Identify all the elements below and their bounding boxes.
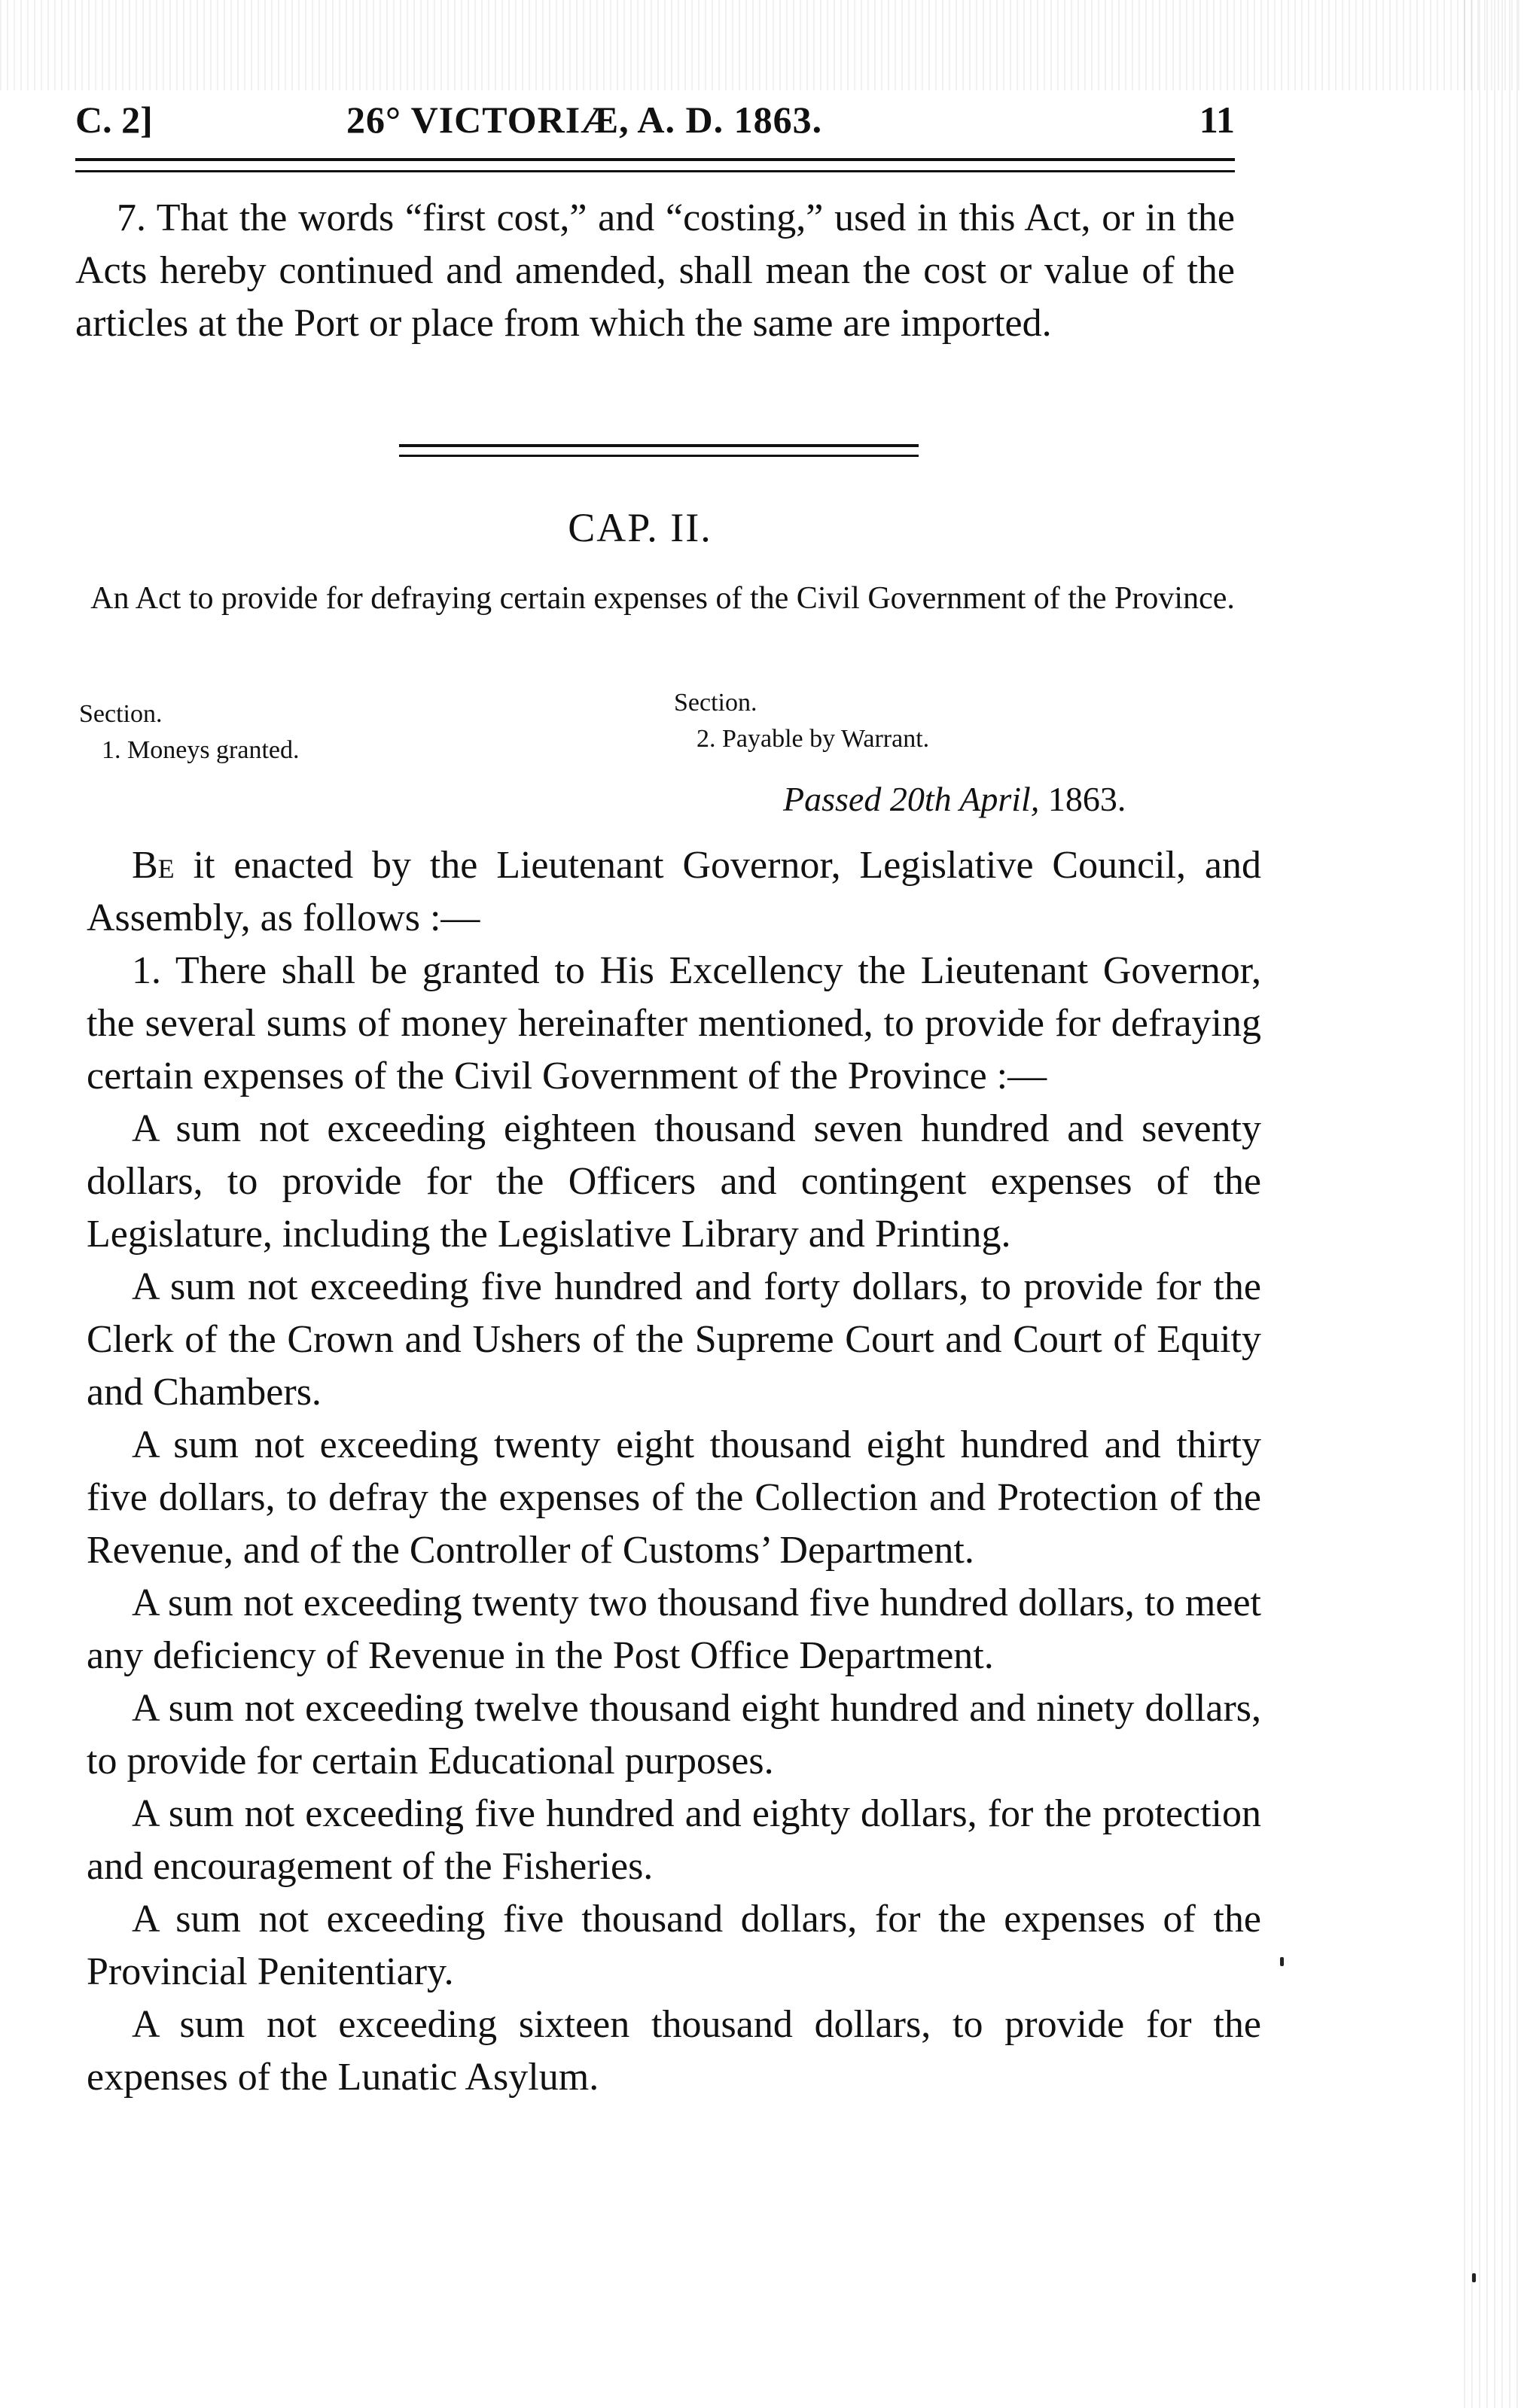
enacting-clause <box>87 839 1261 945</box>
section-heading: Section. <box>79 700 163 728</box>
cap-title: CAP. II. <box>568 505 712 550</box>
act-body <box>87 839 1261 2104</box>
section-item: 1. Moneys granted. <box>102 736 300 764</box>
sections-column-right <box>674 685 929 757</box>
section-7-paragraph: 7. That the words “first cost,” and “costing,” used in this Act, or in the Acts hereby continued and amended, shall mean the cost or value of the articles at the Port or place from which the same are imported. <box>75 196 1235 345</box>
grant-paragraph: A sum not exceeding twelve thousand eight hundred and ninety dollars, to provide for certain Educational purposes. <box>87 1687 1261 1782</box>
header-title: 26° VICTORIÆ, A. D. 1863. <box>346 99 823 141</box>
scan-noise-right <box>1464 0 1524 2408</box>
section-item: 2. Payable by Warrant. <box>696 725 930 753</box>
scan-noise-top <box>0 0 1524 90</box>
act-title: An Act to provide for defraying certain expenses of the Civil Government of the Province. <box>90 581 1235 616</box>
scan-speck <box>1280 1957 1284 1966</box>
passed-date <box>783 779 1126 819</box>
grant-paragraph: A sum not exceeding eighteen thousand seven hundred and seventy dollars, to provide for the Officers and contingent expenses of the Legislature, including the Legislative Library and Printing. <box>87 1107 1261 1256</box>
section-heading: Section. <box>674 689 757 717</box>
sections-column-left <box>79 696 300 769</box>
running-header <box>75 98 1235 151</box>
grant-paragraph: A sum not exceeding twenty two thousand five hundred dollars, to meet any deficiency of Revenue in the Post Office Department. <box>87 1581 1261 1677</box>
scan-speck <box>1472 2273 1476 2282</box>
chapter-marker: C. 2] <box>75 99 153 141</box>
header-rule <box>75 158 1235 172</box>
grant-paragraph: A sum not exceeding five hundred and forty dollars, to provide for the Clerk of the Crown and Ushers of the Supreme Court and Court of Equity and Chambers. <box>87 1265 1261 1414</box>
passed-year: 1863. <box>1047 780 1126 818</box>
chapter-divider-rule <box>399 444 919 457</box>
clause-1: 1. There shall be granted to His Excellency the Lieutenant Governor, the several sums of money hereinafter mentioned, to provide for defraying certain expenses of the Civil Government of the Province :— <box>87 949 1261 1097</box>
enacting-lead: Be <box>132 844 175 887</box>
grant-paragraph: A sum not exceeding five hundred and eighty dollars, for the protection and encouragement of the Fisheries. <box>87 1792 1261 1888</box>
page-number: 11 <box>1199 99 1235 141</box>
enacting-text: it enacted by the Lieutenant Governor, Legislative Council, and Assembly, as follows :— <box>87 844 1261 939</box>
grant-paragraph: A sum not exceeding five thousand dollars, for the expenses of the Provincial Penitentiary. <box>87 1898 1261 1993</box>
grant-paragraph: A sum not exceeding twenty eight thousand eight hundred and thirty five dollars, to defray the expenses of the Collection and Protection of the Revenue, and of the Controller of Customs’ Department. <box>87 1423 1261 1572</box>
grant-paragraph: A sum not exceeding sixteen thousand dollars, to provide for the expenses of the Lunatic Asylum. <box>87 2003 1261 2099</box>
passed-label: Passed 20th April, <box>783 780 1040 818</box>
